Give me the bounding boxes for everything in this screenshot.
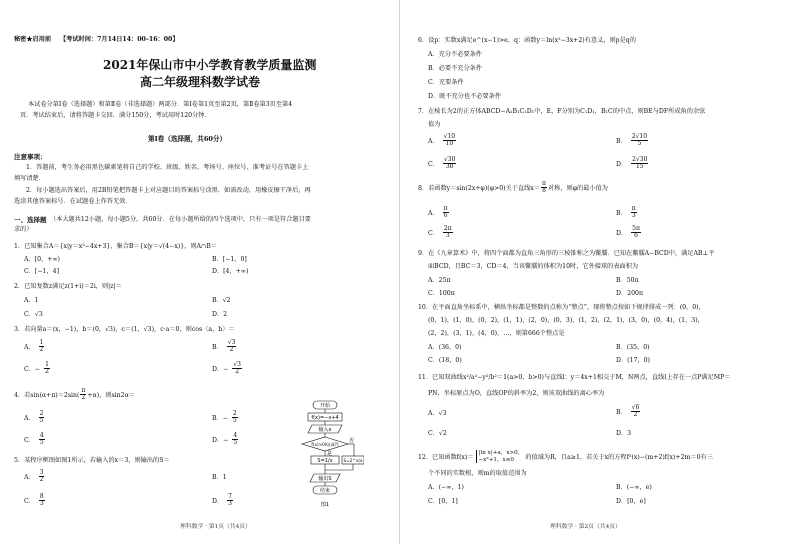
q12-piecewise: [476, 450, 524, 463]
q8-option-c: [428, 226, 453, 239]
q7-c-label: C．: [428, 161, 439, 168]
q3-b-fraction: [227, 340, 237, 353]
q4-stem-fraction: [80, 388, 86, 401]
q5-c-fraction: [39, 494, 45, 507]
intro-line2: 页．考试结束后，请将答题卡交回．满分150分，考试用时120分钟．: [20, 112, 211, 119]
q9-option-b: B．50π: [616, 277, 639, 284]
q3-d-fraction: [232, 362, 242, 375]
fc-start-label: 开始: [319, 403, 331, 409]
q12-stem-part2: 的值域为R，且a≥1，若关于x的方程f²(x)−(m+2)f(x)+2m＝0有三: [525, 454, 713, 462]
section1-title: 一、选择题: [14, 216, 47, 224]
q8-stem-num: π: [542, 180, 546, 187]
q1-option-a: A．[0，+∞): [24, 256, 60, 263]
q12-option-d: D．[0，e]: [616, 498, 646, 505]
q7-c-num: √30: [443, 156, 456, 163]
q11-b-num: √6: [631, 404, 640, 411]
q3-d-label: D．−: [212, 366, 229, 373]
fc-decision-label: f(x)>0吗(或?): [311, 442, 339, 447]
q9-stem-line2: 面BCD，且BC＝3，CD＝4，当该鳖臑的体积为10时，它外接球的表面积为: [428, 263, 639, 270]
q9-option-c: C．100π: [428, 290, 455, 297]
q5-c-num: 8: [39, 493, 44, 500]
note2-line1: 2．每小题选出答案后，用2B铅笔把答题卡上对应题目的答案标号涂黑．如需改动，用橡皮擦干净后，再: [26, 187, 311, 194]
q11-b-label: B．: [616, 409, 627, 416]
q2-stem: 2．已知复数z满足z(1+i)＝2i，则|z|＝: [14, 283, 122, 290]
q4-b-num: 2: [232, 410, 237, 417]
q9-option-d: D．200π: [616, 290, 644, 297]
q6-option-d: D．既不充分也不必要条件: [428, 93, 502, 100]
q2-option-b: B．√2: [212, 297, 231, 304]
q8-option-b: [616, 206, 637, 219]
q9-option-a: A．25π: [428, 277, 451, 284]
q5-option-c: [24, 494, 45, 507]
q5-option-b: B．1: [212, 474, 227, 481]
q7-stem-line1: 7．在棱长为2的正方体ABCD−A₁B₁C₁D₁中，E，F分别为C₁D₁，B₁C的中点，则BE与DF所成角的余弦: [418, 108, 706, 115]
q7-b-label: B．: [616, 138, 627, 145]
q10-stem-line2: (0，1)，(1，0)，(0，2)，(1，1)，(2，0)，(0，3)，(1，2)，(2，1)，(3，0)，(0，4)，(1，3)，: [428, 317, 704, 324]
q11-option-d: D．3: [616, 430, 632, 437]
q7-b-fraction: [631, 134, 648, 147]
q8-stem-part2: 对称，则φ的最小值为: [547, 185, 608, 192]
q4-d-label: D．−: [212, 437, 229, 444]
q1-option-c: C．[−1，4]: [24, 268, 59, 275]
q3-c-num: 1: [45, 361, 49, 368]
fc-caption: 图1: [320, 502, 330, 508]
q4-d-num: 4: [233, 432, 238, 439]
flowchart-svg: [286, 400, 364, 512]
q7-b-num: 2√10: [631, 133, 648, 140]
q11-option-a: A．√3: [428, 410, 447, 417]
q8-b-den: 3: [631, 212, 636, 219]
q8-stem-part1: 8．若函数y＝sin(2x+φ)(φ>0)关于直线x＝: [418, 185, 540, 192]
fc-assign-s-label: S=1/x: [317, 458, 333, 464]
q3-a-num: 1: [39, 339, 44, 346]
q4-stem-part2: +α)，则sin2α＝: [87, 392, 135, 399]
q8-b-fraction: [631, 206, 637, 219]
q8-stem-den: 8: [542, 187, 546, 194]
q4-c-label: C．: [24, 437, 35, 444]
fc-no-label: 否: [349, 438, 355, 444]
q4-stem-den: 2: [81, 394, 86, 401]
fc-assign-f-label: f(x)=−x+4: [311, 415, 339, 421]
q4-b-label: B．−: [212, 415, 228, 422]
q4-option-a: [24, 411, 44, 424]
q4-option-d: [212, 433, 238, 446]
q8-c-num: 2π: [443, 225, 452, 232]
q7-a-label: A．: [428, 138, 439, 145]
q3-b-num: √3: [227, 339, 236, 346]
q5-c-label: C．: [24, 498, 35, 505]
q8-a-den: 6: [443, 212, 448, 219]
q4-a-label: A．: [24, 415, 35, 422]
q12-option-c: C．[0，1]: [428, 498, 458, 505]
q4-stem-part1: 4．若sin(α+π)＝2sin(: [14, 392, 80, 399]
q2-option-d: D．2: [212, 311, 228, 318]
q4-stem-num: π: [81, 387, 86, 394]
q3-a-den: 2: [39, 346, 44, 353]
fc-input-label: 输入x: [318, 427, 332, 433]
q4-d-fraction: [232, 433, 238, 446]
q4-b-fraction: [232, 411, 238, 424]
q4-d-den: 5: [233, 439, 238, 446]
q4-c-num: 4: [39, 432, 44, 439]
q5-c-den: 3: [39, 500, 44, 507]
q11-b-den: 2: [633, 411, 638, 418]
q7-c-den: 30: [445, 163, 454, 170]
q7-a-den: 10: [445, 140, 454, 147]
q5-stem: 5．某程序框图如图1所示，若输入的x＝3，则输出的S＝: [14, 457, 170, 464]
q6-option-a: A．充分不必要条件: [428, 51, 482, 58]
q2-option-a: A．1: [24, 297, 39, 304]
q3-d-num: √3: [233, 361, 241, 368]
intro-line1: 本试卷分第Ⅰ卷（选择题）和第Ⅱ卷（非选择题）两部分．第Ⅰ卷第1页至第2页，第Ⅱ卷第3页至第4: [28, 101, 293, 108]
note2-line2: 选涂其他答案标号．在试题卷上作答无效．: [14, 198, 132, 205]
note1-line1: 1．答题前，考生务必用黑色碳素笔将自己的学校、班级、姓名、考场号、座位号、准考证号在答题卡上: [26, 164, 309, 171]
q5-option-a: [24, 470, 44, 483]
q7-option-c: [428, 157, 456, 170]
q8-d-num: 5π: [632, 225, 640, 232]
q11-stem-line1: 11．已知双曲线x²/a²−y²/b²＝1(a>0，b>0)与直线l：y＝4x+1相交于M，N两点，直线l上存在一点P满足MP＝: [418, 374, 731, 381]
q7-option-a: [428, 134, 456, 147]
q5-a-label: A．: [24, 474, 35, 481]
q12-stem-line1: [418, 450, 713, 463]
q7-a-fraction: [443, 134, 456, 147]
q4-c-fraction: [39, 433, 45, 446]
q5-a-num: 3: [39, 469, 44, 476]
q12-option-b: B．(−∞，e): [616, 484, 652, 491]
q6-option-b: B．必要不充分条件: [428, 65, 483, 72]
q12-piece2: −x²+1，x≤0: [478, 456, 514, 463]
part1-heading: 第Ⅰ卷（选择题，共60分）: [148, 135, 227, 143]
q7-c-fraction: [443, 157, 456, 170]
q5-a-den: 2: [39, 476, 44, 483]
q8-a-num: π: [443, 205, 448, 212]
q3-a-fraction: [39, 340, 45, 353]
q3-d-den: 2: [235, 368, 240, 375]
q8-d-den: 6: [634, 232, 638, 239]
q12-stem-part1: 12．已知函数f(x)＝: [418, 454, 474, 462]
q5-a-fraction: [39, 470, 45, 483]
q8-d-label: D．: [616, 230, 628, 237]
q4-b-den: 5: [232, 417, 237, 424]
q5-d-den: 3: [228, 500, 232, 507]
q5-d-fraction: [227, 494, 233, 507]
fc-end-label: 结束: [319, 488, 331, 494]
q7-option-b: [616, 134, 648, 147]
q12-stem-line2: 个不同的实数根，则m的取值范围为: [428, 470, 527, 477]
q8-a-label: A．: [428, 210, 439, 217]
q5-d-num: 7: [228, 493, 232, 500]
q10-option-c: C．(18，0): [428, 357, 462, 364]
q8-c-fraction: [443, 226, 453, 239]
q3-stem: 3．若向量a＝(x，−1)，b＝(0，√3)，c＝(1，√3)，c·a＝0，则cos〈a，b〉＝: [14, 326, 235, 333]
q7-d-den: 15: [635, 163, 644, 170]
q2-option-c: C．√3: [24, 311, 43, 318]
fc-yes-label: 是: [327, 451, 333, 457]
q6-option-c: C．充要条件: [428, 79, 464, 86]
q8-option-a: [428, 206, 449, 219]
q7-d-fraction: [631, 157, 648, 170]
q8-b-num: π: [631, 205, 636, 212]
flowchart-figure: [286, 400, 364, 512]
q4-a-fraction: [39, 411, 45, 424]
q8-c-den: 3: [445, 232, 450, 239]
q4-a-num: 2: [39, 410, 44, 417]
footer-left: 理科数学 · 第1页（共4页）: [180, 524, 251, 530]
q12-option-a: A．(−∞，1): [428, 484, 464, 491]
q7-d-label: D．: [616, 161, 628, 168]
q3-c-fraction: [44, 362, 50, 375]
q3-b-label: B．: [212, 344, 223, 351]
q4-option-b: [212, 411, 238, 424]
q4-c-den: 5: [39, 439, 44, 446]
q8-a-fraction: [443, 206, 449, 219]
q5-option-d: [212, 494, 233, 507]
q3-option-c: [24, 362, 50, 375]
fc-output-label: 输出S: [318, 476, 332, 482]
q3-option-b: [212, 340, 236, 353]
note1-line2: 填写清楚．: [14, 175, 45, 182]
q9-stem-line1: 9．在《九章算术》中，将四个面都为直角三角形的三棱锥称之为鳖臑．已知在鳖臑A−BCD中，满足AB⊥平: [418, 250, 715, 257]
q11-option-b: [616, 405, 640, 418]
q7-stem-line2: 值为: [428, 121, 441, 128]
q8-b-label: B．: [616, 210, 627, 217]
q11-option-c: C．√2: [428, 430, 447, 437]
section1-desc1: （本大题共12小题，每小题5分，共60分．在每小题所给的四个选项中，只有一项是符合题目要: [50, 216, 311, 223]
q3-c-label: C．−: [24, 366, 41, 373]
q10-option-d: D．(17，0): [616, 357, 650, 364]
q8-d-fraction: [631, 226, 641, 239]
q4-stem: [14, 388, 135, 401]
q8-stem: [418, 181, 608, 194]
fc-assign-s2-label: S=2^x(x: [343, 458, 363, 463]
q4-option-c: [24, 433, 45, 446]
q10-stem-line3: (2，2)，(3，1)，(4，0)，…，则第666个整点是: [428, 330, 565, 337]
q7-a-num: √10: [443, 133, 456, 140]
q8-stem-fraction: [541, 181, 547, 194]
right-page: [400, 0, 794, 544]
q12-piece1: |ln x|+a，x>0，: [478, 450, 524, 456]
q5-d-label: D．: [212, 498, 224, 505]
q10-option-a: A．(36，0): [428, 344, 462, 351]
q8-c-label: C．: [428, 230, 439, 237]
notes-heading: 注意事项：: [14, 153, 47, 161]
q1-option-d: D．[4，+∞): [212, 268, 249, 275]
q3-c-den: 2: [45, 368, 49, 375]
q7-b-den: 5: [637, 140, 642, 147]
q7-d-num: 2√30: [632, 156, 648, 163]
q7-option-d: [616, 157, 648, 170]
q10-stem-line1: 10．在平面直角坐标系中，横纵坐标都是整数的点称为“整点”，现将整点按如下规律排成一列：(0，0)，: [418, 304, 705, 311]
q1-stem: 1．已知集合A＝{x|y＝x²−4x+3}，集合B＝{x|y＝√(4−x)}，则A∩B＝: [14, 243, 217, 250]
q3-a-label: A．: [24, 344, 35, 351]
q3-option-a: [24, 340, 44, 353]
q6-stem: 6．设p：实数x满足e^(x−1)>e，q：函数y＝ln(x²−3x+2)有意义，则p是q的: [418, 37, 636, 44]
q3-option-d: [212, 362, 242, 375]
exam-time: 【考试时间：7月14日14：00–16：00】: [60, 36, 179, 43]
exam-title-line2: 高二年级理科数学试卷: [140, 75, 261, 89]
q3-b-den: 2: [229, 346, 234, 353]
q8-option-d: [616, 226, 641, 239]
q4-a-den: 5: [39, 417, 44, 424]
q10-option-b: B．(35，0): [616, 344, 650, 351]
q11-b-fraction: [631, 405, 641, 418]
section1-desc2: 求的）: [14, 226, 33, 233]
q11-stem-line2: PN，坐标原点为O，直线OP的斜率为2，则该双曲线的离心率为: [428, 390, 605, 397]
q1-option-b: B．[−1，0]: [212, 256, 247, 263]
footer-right: 理科数学 · 第2页（共4页）: [550, 524, 621, 530]
secret-label: 秘密★启用前: [14, 36, 52, 43]
exam-title-line1: 2021年保山市中小学教育教学质量监测: [103, 58, 317, 72]
